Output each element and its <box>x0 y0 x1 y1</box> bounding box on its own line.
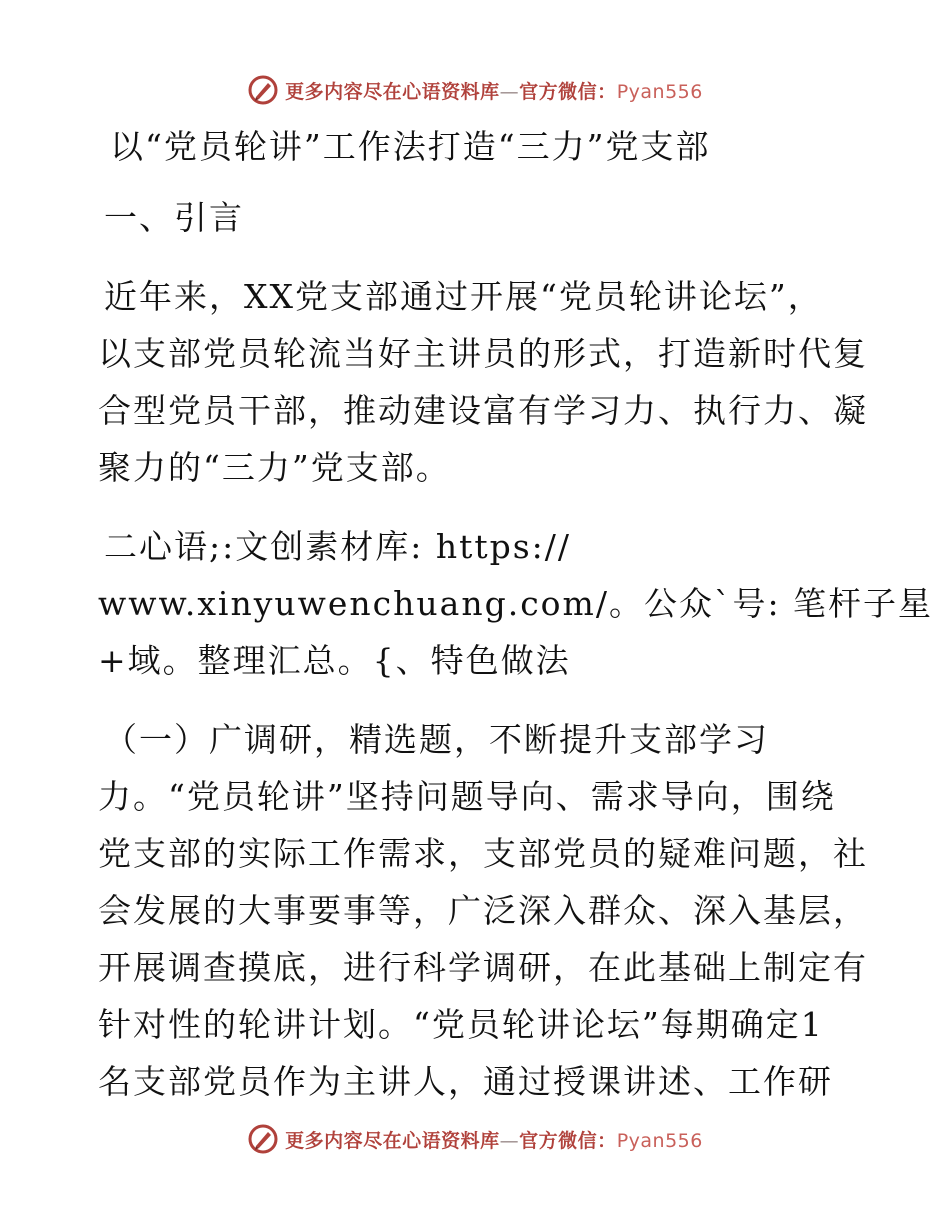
paragraph-line: 合型党员干部，推动建设富有学习力、执行力、凝 <box>98 391 868 430</box>
paragraph-line: www.xinyuwenchuang.com/。公众`号: 笔杆子星 <box>98 584 934 623</box>
section-heading-introduction: 一、引言 <box>104 198 244 237</box>
paragraph-line: 针对性的轮讲计划。“党员轮讲论坛”每期确定1 <box>98 1005 824 1044</box>
watermark-handle: Pyan556 <box>616 80 703 103</box>
paragraph-research <box>98 711 868 1110</box>
watermark-separator: — <box>499 1129 520 1152</box>
paragraph-line: （一）广调研，精选题，不断提升支部学习 <box>104 720 769 759</box>
watermark-text <box>285 77 703 104</box>
pen-logo-icon <box>247 74 279 106</box>
watermark-brand: 更多内容尽在心语资料库 <box>285 1129 500 1152</box>
footer-watermark <box>0 1121 950 1157</box>
watermark-wechat: 官方微信： <box>519 1129 617 1152</box>
paragraph-line: 聚力的“三力”党支部。 <box>98 448 451 487</box>
watermark-brand: 更多内容尽在心语资料库 <box>285 80 500 103</box>
paragraph-line: 二心语;:文创素材库: https:// <box>104 527 572 566</box>
paragraph-line: 名支部党员作为主讲人，通过授课讲述、工作研 <box>98 1062 833 1101</box>
paragraph-line: 会发展的大事要事等，广泛深入群众、深入基层， <box>98 891 868 930</box>
paragraph-intro <box>98 268 868 496</box>
watermark-handle: Pyan556 <box>616 1129 703 1152</box>
watermark-text <box>285 1126 703 1153</box>
document-body <box>98 118 934 1110</box>
paragraph-line: 近年来，XX党支部通过开展“党员轮讲论坛”， <box>104 277 823 316</box>
paragraph-line: 力。“党员轮讲”坚持问题导向、需求导向，围绕 <box>98 777 836 816</box>
paragraph-features-heading <box>98 518 934 689</box>
watermark-wechat: 官方微信： <box>519 80 617 103</box>
watermark-separator: — <box>499 80 520 103</box>
pen-logo-icon <box>247 1123 279 1155</box>
paragraph-line: 开展调查摸底，进行科学调研，在此基础上制定有 <box>98 948 868 987</box>
paragraph-line: +域。整理汇总。{、特色做法 <box>98 641 571 680</box>
paragraph-line: 党支部的实际工作需求，支部党员的疑难问题，社 <box>98 834 868 873</box>
document-title: 以“党员轮讲”工作法打造“三力”党支部 <box>110 127 711 166</box>
header-watermark <box>0 72 950 108</box>
paragraph-line: 以支部党员轮流当好主讲员的形式，打造新时代复 <box>98 334 868 373</box>
